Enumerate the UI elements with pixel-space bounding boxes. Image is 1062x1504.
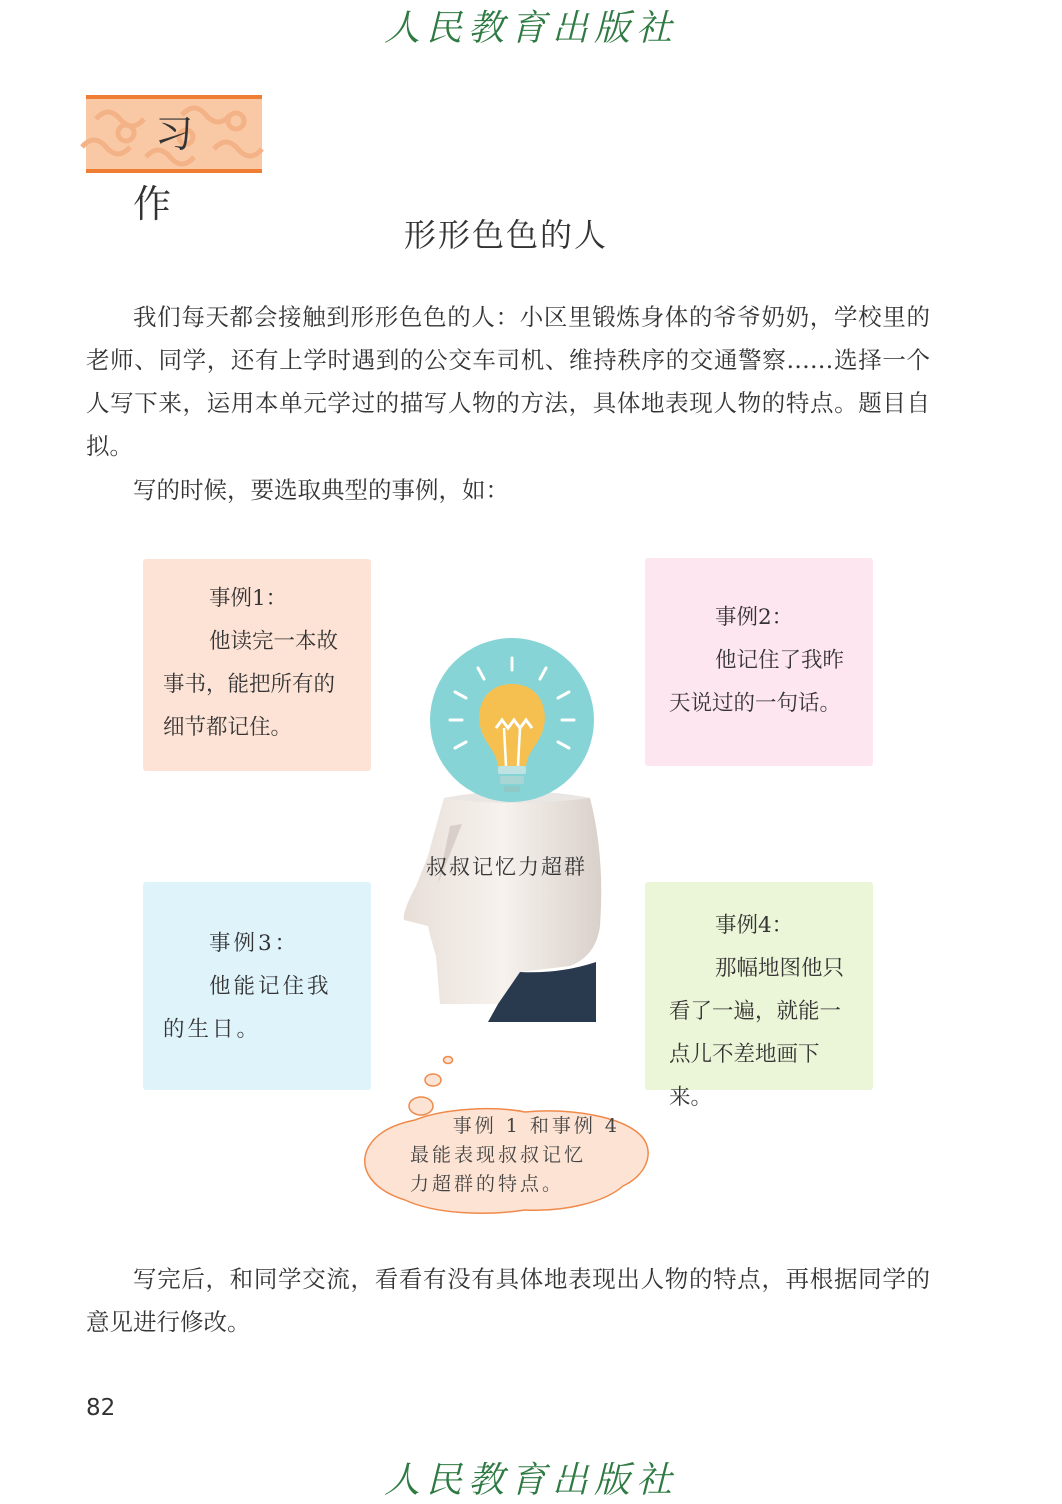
thought-bubble-line: 力超群的特点。: [410, 1173, 565, 1195]
thought-bubble-text: [410, 1112, 630, 1199]
example-card-4: [645, 882, 873, 1110]
closing-paragraph: 写完后，和同学交流，看看有没有具体地表现出人物的特点，再根据同学的意见进行修改。: [86, 1265, 930, 1336]
publisher-watermark-top: 人民教育出版社: [383, 8, 678, 49]
example-card-heading: 事例2：: [715, 605, 794, 630]
example-card-3: [143, 882, 371, 1090]
example-card-heading: 事例3：: [209, 931, 300, 956]
section-tag-label: 习作: [132, 112, 237, 226]
example-card-1: [143, 559, 371, 771]
thought-bubble-line: 事例 1 和事例 4: [452, 1115, 620, 1137]
example-card-2: [645, 558, 873, 766]
example-card-body: 他读完一本故事书，能把所有的细节都记住。: [163, 629, 339, 740]
intro-paragraph: 我们每天都会接触到形形色色的人：小区里锻炼身体的爷爷奶奶，学校里的老师、同学，还有上学时遇到的公交车司机、维持秩序的交通警察……选择一个人写下来，运用本单元学过的描写人物的方法，具体地表现人物的特点。题目自拟。: [86, 303, 930, 460]
hint-paragraph: 写的时候，要选取典型的事例，如：: [133, 476, 509, 504]
publisher-watermark-bottom: 人民教育出版社: [383, 1460, 678, 1501]
page-title: 形形色色的人: [403, 216, 608, 254]
example-card-body: 他记住了我昨天说过的一句话。: [669, 648, 845, 716]
thought-bubble-line: 最能表现叔叔记忆: [410, 1144, 587, 1166]
example-card-body: 那幅地图他只看了一遍，就能一点儿不差地画下来。: [669, 956, 845, 1110]
example-card-body: 他能记住我的生日。: [163, 974, 332, 1042]
page-number: 82: [86, 1395, 116, 1421]
example-card-heading: 事例1：: [209, 586, 288, 611]
head-lightbulb-illustration: [400, 636, 610, 1026]
section-tag: [86, 95, 262, 226]
example-card-heading: 事例4：: [715, 913, 794, 938]
center-label: 叔叔记忆力超群: [426, 855, 587, 879]
